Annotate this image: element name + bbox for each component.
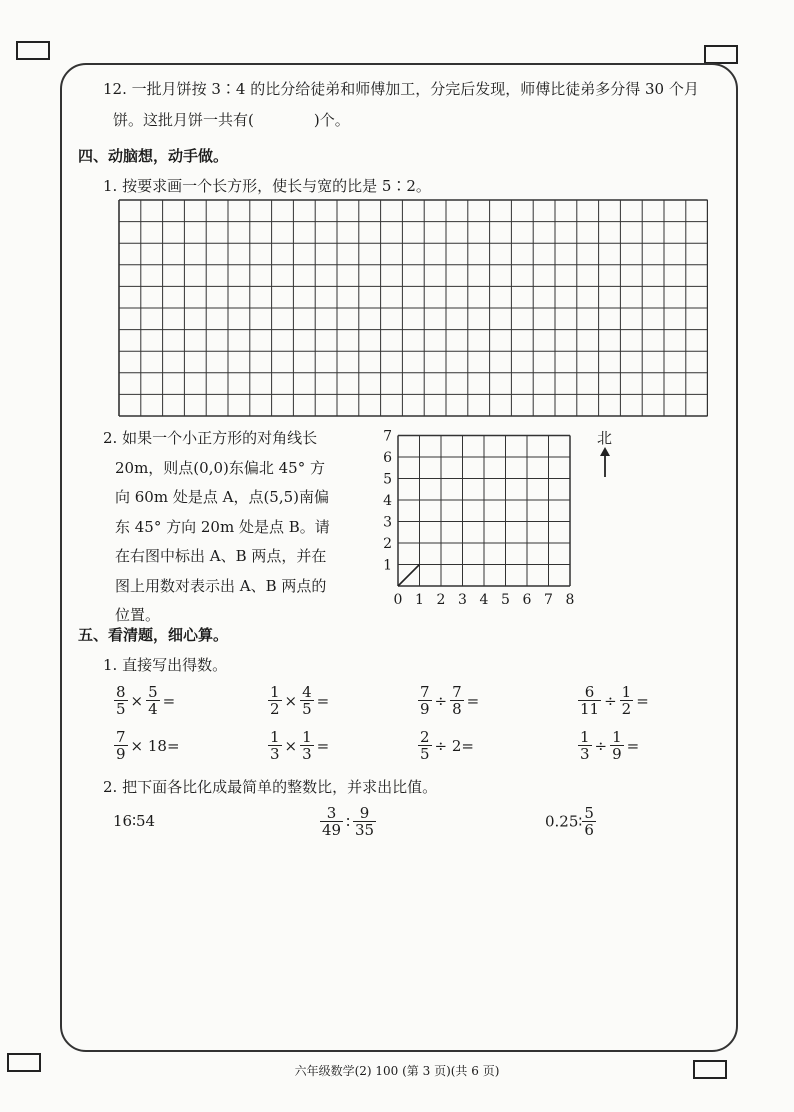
q2-line-7: 位置。 bbox=[115, 606, 161, 624]
y-tick-label: 5 bbox=[383, 471, 392, 488]
section-5-title: 五、看清题，细心算。 bbox=[78, 626, 229, 644]
section-5-q2: 2. 把下面各比化成最简单的整数比，并求出比值。 bbox=[103, 778, 438, 796]
calc-expr-4: $\frac{6}{11}$ ÷ $\frac{1}{2}$ = bbox=[580, 683, 649, 718]
q2-line-4: 东 45° 方向 20m 处是点 B。请 bbox=[115, 517, 330, 536]
y-tick-label: 4 bbox=[383, 493, 392, 509]
calc-expr-1: $\frac{8}{5}$ × $\frac{5}{4}$ = bbox=[116, 683, 176, 718]
y-tick-label: 7 bbox=[383, 428, 392, 445]
page-footer: 六年级数学(2) 100 (第 3 页)(共 6 页) bbox=[294, 1064, 500, 1078]
section-4-q2-text bbox=[103, 424, 330, 631]
calc-expr-7: $\frac{2}{5}$ ÷ 2= bbox=[420, 728, 474, 763]
y-tick-label: 2 bbox=[383, 536, 392, 552]
q12-line-2: 饼。这批月饼一共有( )个。 bbox=[113, 111, 350, 129]
calc-expr-6: $\frac{1}{3}$ × $\frac{1}{3}$ = bbox=[270, 728, 330, 763]
calc-expr-2: $\frac{1}{2}$ × $\frac{4}{5}$ = bbox=[270, 683, 330, 718]
north-label: 北 bbox=[597, 429, 613, 447]
ratio-3: 0.25∶ $\frac{5}{6}$ bbox=[545, 804, 594, 839]
x-tick-label: 0 bbox=[393, 592, 403, 608]
q2-line-1: 2. 如果一个小正方形的对角线长 bbox=[103, 429, 318, 447]
q2-line-3: 向 60m 处是点 A，点(5,5)南偏 bbox=[115, 488, 330, 506]
q2-line-5: 在右图中标出 A、B 两点，并在 bbox=[115, 547, 327, 565]
coordinate-grid[interactable] bbox=[380, 425, 580, 610]
x-tick-label: 6 bbox=[522, 592, 532, 608]
diagonal-segment bbox=[398, 565, 420, 587]
y-tick-label: 1 bbox=[383, 557, 392, 574]
section-4-title: 四、动脑想，动手做。 bbox=[78, 147, 229, 165]
corner-box-top-right bbox=[704, 45, 738, 64]
section-4-q1: 1. 按要求画一个长方形，使长与宽的比是 5∶2。 bbox=[103, 177, 431, 195]
x-tick-label: 2 bbox=[436, 592, 446, 608]
ratio-1: 16∶54 bbox=[113, 812, 156, 830]
drawing-grid[interactable] bbox=[118, 199, 708, 419]
calc-expr-8: $\frac{1}{3}$ ÷ $\frac{1}{9}$ = bbox=[580, 728, 640, 763]
q12-line-1: 12. 一批月饼按 3∶4 的比分给徒弟和师傅加工，分完后发现，师傅比徒弟多分得 30 个月 bbox=[103, 80, 699, 98]
y-tick-label: 3 bbox=[383, 514, 392, 531]
calc-expr-3: $\frac{7}{9}$ ÷ $\frac{7}{8}$ = bbox=[420, 683, 480, 718]
x-tick-label: 7 bbox=[544, 592, 553, 608]
x-tick-label: 8 bbox=[565, 592, 575, 608]
ratio-2: $\frac{3}{49}$ ∶ $\frac{9}{35}$ bbox=[322, 804, 375, 839]
x-tick-label: 3 bbox=[458, 592, 467, 608]
section-5-q1: 1. 直接写出得数。 bbox=[103, 656, 228, 674]
q2-line-2: 20m，则点(0,0)东偏北 45° 方 bbox=[115, 458, 325, 477]
x-tick-label: 1 bbox=[415, 592, 424, 608]
x-tick-label: 5 bbox=[501, 592, 510, 608]
calc-expr-5: $\frac{7}{9}$ × 18= bbox=[116, 728, 180, 763]
x-tick-label: 4 bbox=[479, 592, 489, 608]
q2-line-6: 图上用数对表示出 A、B 两点的 bbox=[115, 576, 327, 595]
y-tick-label: 6 bbox=[383, 450, 392, 466]
corner-box-top-left bbox=[16, 41, 50, 60]
north-arrow-icon bbox=[597, 447, 613, 477]
